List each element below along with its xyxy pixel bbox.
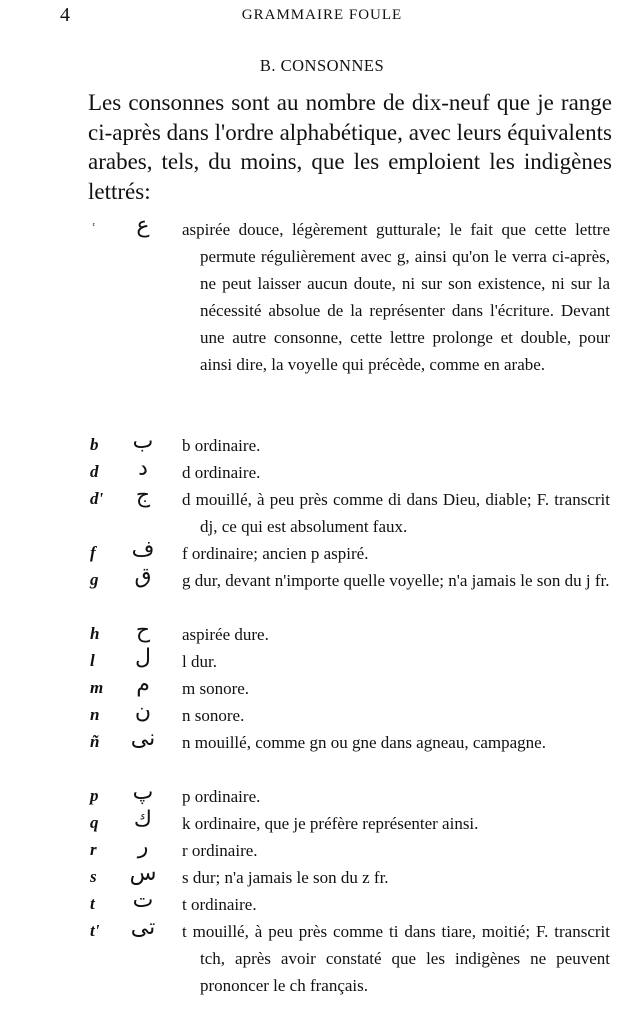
letter-description: m sonore.	[182, 679, 250, 698]
arabic-letter: تى	[130, 915, 156, 940]
latin-letter: ʿ	[90, 220, 96, 239]
latin-letter: q	[90, 813, 99, 832]
latin-letter: d	[90, 462, 99, 481]
latin-letter: l	[90, 651, 95, 670]
arabic-letter: پ	[132, 780, 154, 805]
letter-description: t mouillé, à peu près comme ti dans tiare, moitié; F. transcrit tch, après avoir constaté que les indigènes ne peuvent prononcer le ch français.	[182, 922, 610, 995]
latin-letter: r	[90, 840, 97, 859]
latin-letter: s	[90, 867, 97, 886]
letter-description: n mouillé, comme gn ou gne dans agneau, campagne.	[182, 733, 546, 752]
latin-letter: p	[90, 786, 99, 805]
letter-description: s dur; n'a jamais le son du z fr.	[182, 868, 389, 887]
arabic-letter: ك	[133, 807, 153, 832]
latin-letter: m	[90, 678, 104, 697]
arabic-letter: ب	[132, 429, 154, 454]
latin-letter: ñ	[90, 732, 100, 751]
letter-description: g dur, devant n'importe quelle voyelle; n'a jamais le son du j fr.	[182, 571, 610, 590]
letter-description: d mouillé, à peu près comme di dans Dieu, diable; F. transcrit dj, ce qui est absolument faux.	[182, 490, 610, 536]
arabic-letter: ف	[131, 537, 155, 562]
latin-letter: d'	[90, 489, 104, 508]
latin-letter: f	[90, 543, 96, 562]
letter-description: k ordinaire, que je préfère représenter ainsi.	[182, 814, 479, 833]
latin-letter: b	[90, 435, 99, 454]
intro-paragraph: Les consonnes sont au nombre de dix-neuf que je range ci-après dans l'ordre alphabétique, avec leurs équivalents arabes, tels, du moins, que les emploient les indigènes lettrés:	[88, 90, 612, 204]
arabic-letter: ل	[135, 645, 151, 670]
latin-letter: t	[90, 894, 95, 913]
latin-letter: n	[90, 705, 100, 724]
arabic-letter: ع	[136, 213, 150, 238]
arabic-letter: س	[129, 861, 157, 886]
letter-description: p ordinaire.	[182, 787, 261, 806]
page-number: 4	[60, 4, 70, 26]
running-head: GRAMMAIRE FOULE	[241, 7, 403, 23]
latin-letter: t'	[90, 921, 100, 940]
letter-description: l dur.	[182, 652, 217, 671]
letter-description: b ordinaire.	[182, 436, 261, 455]
arabic-letter: ر	[137, 834, 149, 859]
latin-letter: g	[90, 570, 99, 589]
arabic-letter: ت	[132, 888, 154, 913]
arabic-letter: نى	[130, 726, 156, 751]
letter-description: aspirée dure.	[182, 625, 269, 644]
arabic-letter: ح	[135, 618, 151, 643]
arabic-letter: ق	[134, 564, 152, 589]
arabic-letter: د	[138, 456, 148, 481]
latin-letter: h	[90, 624, 100, 643]
letter-description: d ordinaire.	[182, 463, 261, 482]
section-title: B. CONSONNES	[259, 56, 385, 75]
letter-description: r ordinaire.	[182, 841, 258, 860]
letter-description: aspirée douce, légèrement gutturale; le fait que cette lettre permute régulièrement avec g, ainsi qu'on le verra ci-après, ne peut laisser aucun doute, ni sur son existence, ni sur la nécessité absolue de la représenter dans l'écriture. Devant une autre consonne, cette lettre prolonge et double, pour ainsi dire, la voyelle qui précède, comme en arabe.	[182, 220, 610, 374]
letter-description: t ordinaire.	[182, 895, 257, 914]
letter-description: f ordinaire; ancien p aspiré.	[182, 544, 369, 563]
arabic-letter: ن	[134, 699, 152, 724]
arabic-letter: ج	[135, 483, 151, 508]
letter-description: n sonore.	[182, 706, 245, 725]
arabic-letter: م	[136, 672, 150, 697]
